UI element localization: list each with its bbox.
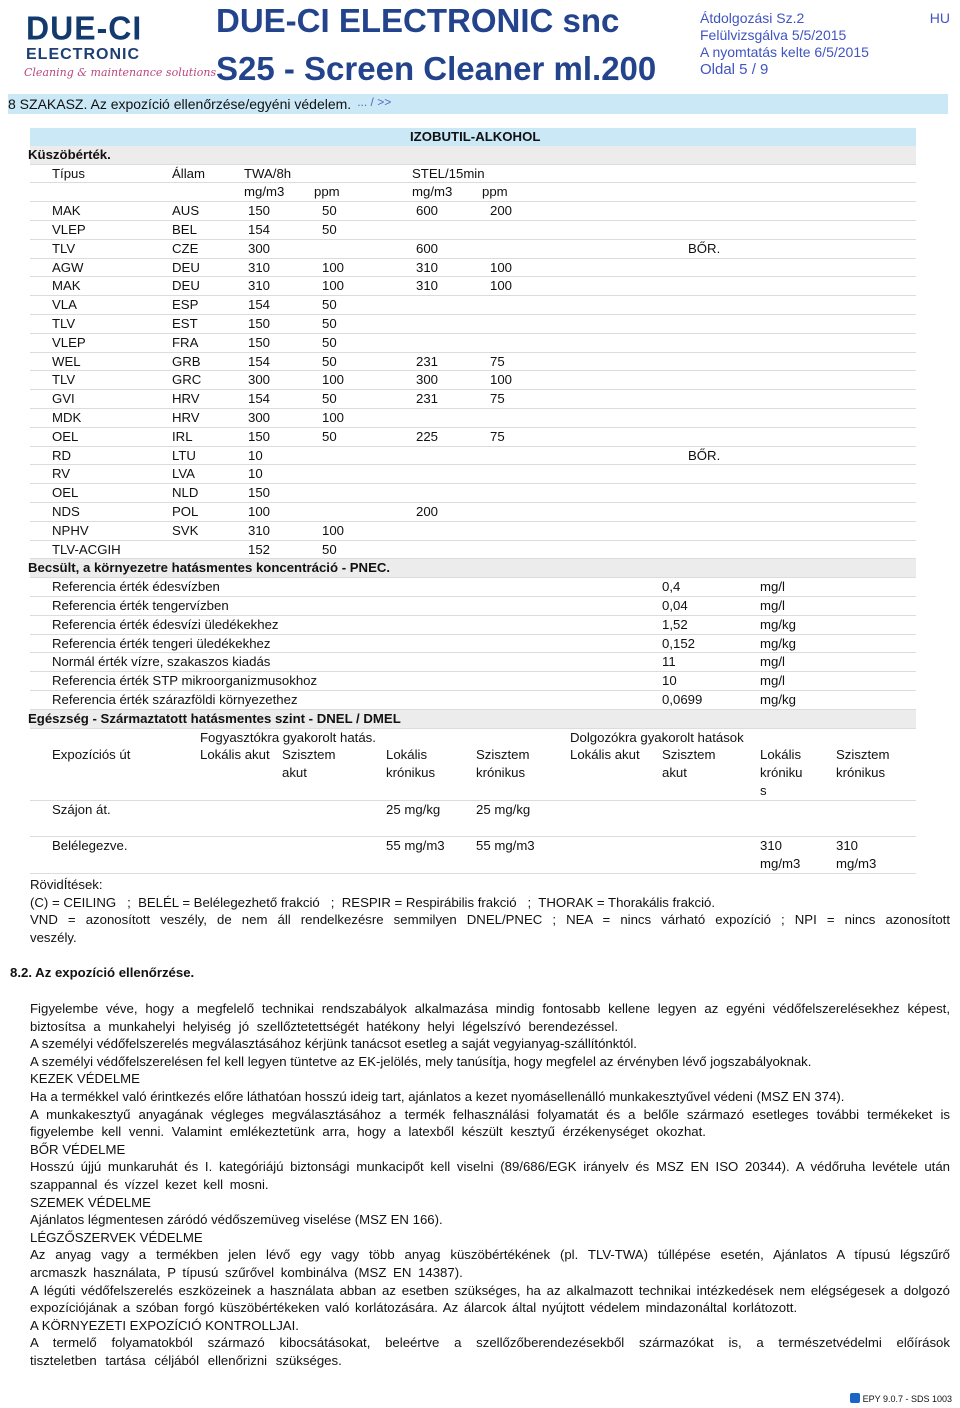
threshold-cell: 154: [248, 391, 271, 407]
dnel-cell-route: Szájon át.: [52, 801, 111, 817]
dnel-cell-c3: 25 mg/kg: [386, 801, 441, 817]
review-date: Felülvizsgálva 5/5/2015: [700, 27, 847, 43]
pnec-cell: 0,4: [662, 579, 681, 595]
threshold-cell: 200: [490, 203, 513, 219]
threshold-cell: 100: [322, 278, 345, 294]
threshold-row: [30, 259, 916, 278]
threshold-row: [30, 447, 916, 466]
threshold-cell: 50: [322, 353, 337, 369]
abbrev-line2: VND = azonosított veszély, de nem áll rendelkezésre semmilyen DNEL/PNEC ; NEA = nincs várható expozíció ; NPI = nincs azonosított veszély.: [30, 912, 950, 945]
dnel-row: [30, 801, 916, 838]
threshold-cell: 154: [248, 353, 271, 369]
logo-text: DUE-CI: [26, 9, 143, 47]
col-type: Típus: [52, 165, 85, 181]
threshold-cell: ESP: [172, 297, 199, 313]
threshold-row: [30, 409, 916, 428]
dnel-col-w2: Szisztem akut: [662, 747, 716, 781]
section-82-title: 8.2. Az expozíció ellenőrzése.: [10, 965, 195, 980]
threshold-row: [30, 503, 916, 522]
footer-text: EPY 9.0.7 - SDS 1003: [862, 1394, 952, 1404]
pnec-cell: mg/l: [760, 673, 785, 689]
threshold-cell: 50: [322, 391, 337, 407]
threshold-cell: IRL: [172, 428, 193, 444]
section-title: 8 SZAKASZ. Az expozíció ellenőrzése/egyéni védelem.: [8, 96, 352, 112]
threshold-cell: AUS: [172, 203, 200, 219]
threshold-cell: 100: [490, 372, 513, 388]
pnec-rows: [30, 578, 916, 710]
para-8: Az anyag vagy a termékben jelen lévő egy vagy több anyag küszöbértékének (pl. TLV-TWA) túllépése esetén, Ajánlatos A típusú légszűrő arcmaszk használata, P típusú szűrővel kombinálva (MSZ EN 14387).: [30, 1247, 950, 1280]
threshold-cell: 310: [248, 278, 271, 294]
threshold-row: [30, 353, 916, 372]
footer: [850, 1393, 952, 1404]
threshold-cell: 150: [248, 485, 271, 501]
threshold-row: [30, 371, 916, 390]
pnec-cell: 0,0699: [662, 691, 703, 707]
threshold-cell: 100: [322, 372, 345, 388]
dnel-cell-route: Belélegezve.: [52, 838, 128, 854]
section-82-body: [30, 1000, 950, 1369]
threshold-row: [30, 390, 916, 409]
pnec-cell: 10: [662, 673, 677, 689]
dnel-cell-c3: 55 mg/m3: [386, 838, 445, 854]
para-10: A termelő folyamatokból származó kibocsátásokat, beleértve a szellőzőberendezésekből származókat is, a természetvédelmi előírások tiszteletben tartása céljából ellenőrizni szükséges.: [30, 1335, 950, 1368]
unit-twa-mg: mg/m3: [244, 184, 285, 200]
dnel-rows: [30, 801, 916, 874]
pnec-cell: mg/kg: [760, 635, 796, 651]
threshold-cell: 310: [248, 522, 271, 538]
dnel-col-c4: Szisztem krónikus: [476, 747, 530, 781]
threshold-cell: AGW: [52, 259, 84, 275]
substance-name: IZOBUTIL-ALKOHOL: [410, 129, 541, 144]
threshold-row: [30, 465, 916, 484]
threshold-cell: 150: [248, 428, 271, 444]
pnec-cell: Referencia érték tengeri üledékekhez: [52, 635, 271, 651]
pnec-cell: mg/l: [760, 654, 785, 670]
revision-info: [700, 10, 869, 78]
abbrev-line1: (C) = CEILING ; BELÉL = Belélegezhető frakció ; RESPIR = Respirábilis frakció ; THORAK = Thorakális frakció.: [30, 894, 716, 910]
threshold-cell: DEU: [172, 259, 200, 275]
threshold-row: [30, 334, 916, 353]
threshold-cell: 154: [248, 221, 271, 237]
threshold-cell: HRV: [172, 391, 200, 407]
threshold-cell: 310: [248, 259, 271, 275]
threshold-cell: 600: [416, 240, 439, 256]
threshold-cell: 50: [322, 334, 337, 350]
threshold-cell: 100: [322, 259, 345, 275]
threshold-row: [30, 541, 916, 560]
threshold-rows: [30, 202, 916, 559]
col-state: Állam: [172, 165, 205, 181]
dnel-cell-c4: 55 mg/m3: [476, 838, 535, 854]
pnec-cell: Referencia érték szárazföldi környezethez: [52, 691, 298, 707]
threshold-cell: BŐR.: [688, 240, 721, 256]
threshold-cell: 50: [322, 541, 337, 557]
threshold-cell: TLV: [52, 372, 76, 388]
para-7: Ajánlatos légmentesen záródó védőszemüveg viselése (MSZ EN 166).: [30, 1212, 443, 1228]
exposure-table: [30, 128, 916, 874]
pnec-cell: Normál érték vízre, szakaszos kiadás: [52, 654, 271, 670]
threshold-cell: 300: [416, 372, 439, 388]
pnec-title: Becsült, a környezetre hatásmentes koncentráció - PNEC.: [28, 560, 391, 576]
threshold-cell: 75: [490, 428, 505, 444]
threshold-cell: GRB: [172, 353, 201, 369]
thresholds-header-row: [30, 165, 916, 184]
pnec-row: [30, 578, 916, 597]
para-6: Hosszú újjú munkaruhát és I. kategóriájú biztonsági munkacipőt kell viselni (89/686/EGK irányelv és MSZ EN ISO 20344). A védőruha levétele után szappannal és vízzel kezet kell mosni.: [30, 1159, 950, 1192]
threshold-cell: 231: [416, 391, 439, 407]
threshold-row: [30, 484, 916, 503]
epy-icon: [850, 1393, 860, 1403]
threshold-cell: 75: [490, 391, 505, 407]
col-stel: STEL/15min: [412, 165, 485, 181]
pnec-row: [30, 691, 916, 710]
threshold-cell: 10: [248, 466, 263, 482]
threshold-cell: NLD: [172, 485, 199, 501]
logo-subtext: ELECTRONIC: [26, 46, 140, 63]
heading-respiratory: LÉGZŐSZERVEK VÉDELME: [30, 1229, 203, 1245]
threshold-cell: NDS: [52, 503, 80, 519]
threshold-cell: TLV-ACGIH: [52, 541, 121, 557]
pnec-cell: 0,152: [662, 635, 696, 651]
threshold-cell: HRV: [172, 409, 200, 425]
pnec-cell: mg/l: [760, 597, 785, 613]
pnec-cell: mg/l: [760, 579, 785, 595]
threshold-row: [30, 202, 916, 221]
threshold-cell: VLA: [52, 297, 77, 313]
unit-twa-ppm: ppm: [314, 184, 340, 200]
pnec-cell: 11: [662, 654, 676, 670]
threshold-cell: 50: [322, 315, 337, 331]
threshold-cell: TLV: [52, 240, 76, 256]
threshold-cell: VLEP: [52, 221, 86, 237]
threshold-cell: FRA: [172, 334, 199, 350]
section-header: [8, 94, 948, 114]
dnel-row: [30, 837, 916, 874]
col-twa: TWA/8h: [244, 165, 292, 181]
threshold-cell: BEL: [172, 221, 197, 237]
print-date: A nyomtatás kelte 6/5/2015: [700, 44, 869, 60]
dnel-col-w1: Lokális akut: [570, 747, 640, 763]
threshold-row: [30, 221, 916, 240]
thresholds-units-row: [30, 183, 916, 202]
threshold-cell: 100: [490, 259, 513, 275]
threshold-cell: 100: [490, 278, 513, 294]
section-continued: ... / >>: [357, 95, 392, 109]
pnec-row: [30, 597, 916, 616]
dnel-col-route: Expozíciós út: [52, 747, 131, 763]
pnec-row: [30, 653, 916, 672]
threshold-cell: 310: [416, 278, 439, 294]
dnel-title: Egészség - Származtatott hatásmentes szint - DNEL / DMEL: [28, 710, 401, 726]
consumers-header: Fogyasztókra gyakorolt hatás.: [200, 729, 376, 745]
heading-skin: BŐR VÉDELME: [30, 1141, 126, 1157]
substance-row: [30, 128, 916, 146]
dnel-col-w4: Szisztem krónikus: [836, 747, 890, 781]
threshold-cell: 75: [490, 353, 505, 369]
dnel-header-row: [30, 746, 916, 800]
unit-stel-ppm: ppm: [482, 184, 508, 200]
page-number: Oldal 5 / 9: [700, 61, 769, 78]
pnec-cell: mg/kg: [760, 691, 796, 707]
threshold-row: [30, 296, 916, 315]
threshold-cell: BŐR.: [688, 447, 721, 463]
pnec-row: [30, 635, 916, 654]
heading-environment: A KÖRNYEZETI EXPOZÍCIÓ KONTROLLJAI.: [30, 1317, 299, 1333]
threshold-cell: 225: [416, 428, 439, 444]
threshold-cell: 310: [416, 259, 439, 275]
para-9: A légúti védőfelszerelés eszközeinek a használata abban az esetben szükséges, ha az alkalmazott technikai intézkedések nem elégségesek a dolgozó expozíciójának a szóban forgó küszöbértékeken való korlátozására. Az álarcok által nyújtott védelem mindazonáltal korlátozott.: [30, 1282, 950, 1316]
threshold-cell: LVA: [172, 466, 195, 482]
threshold-cell: DEU: [172, 278, 200, 294]
abbreviations: [30, 876, 950, 946]
threshold-cell: 150: [248, 315, 271, 331]
dnel-col-c3: Lokális krónikus: [386, 747, 436, 781]
para-5: A munkakesztyű anyagának végleges megválasztásához a termék felhasználási folyamatát és a belőle származó esetleges további termékeket is figyelembe kell venni. Valamint emlékeztetünk arra, hogy a latexből készült kesztyű érzékenységet okozhat.: [30, 1106, 950, 1140]
threshold-cell: 50: [322, 428, 337, 444]
language-code: HU: [929, 10, 950, 26]
pnec-row: [30, 672, 916, 691]
threshold-cell: WEL: [52, 353, 81, 369]
threshold-cell: 50: [322, 203, 337, 219]
pnec-cell: Referencia érték STP mikroorganizmusokhoz: [52, 673, 318, 689]
threshold-row: [30, 277, 916, 296]
threshold-cell: POL: [172, 503, 199, 519]
threshold-cell: 50: [322, 297, 337, 313]
pnec-cell: 1,52: [662, 616, 688, 632]
pnec-cell: Referencia érték tengervízben: [52, 597, 229, 613]
threshold-cell: NPHV: [52, 522, 89, 538]
threshold-row: [30, 240, 916, 259]
threshold-cell: MDK: [52, 409, 82, 425]
revision-number: Átdolgozási Sz.2: [700, 10, 805, 26]
threshold-cell: 150: [248, 334, 271, 350]
threshold-cell: 100: [322, 522, 345, 538]
pnec-cell: mg/kg: [760, 616, 796, 632]
threshold-cell: 300: [248, 372, 271, 388]
threshold-cell: TLV: [52, 315, 76, 331]
dnel-title-row: [30, 710, 916, 729]
para-2: A személyi védőfelszerelés megválasztásához kérjünk tanácsot esetleg a saját vegyianyag-szállítónktól.: [30, 1036, 637, 1052]
threshold-cell: 154: [248, 297, 271, 313]
threshold-cell: CZE: [172, 240, 199, 256]
pnec-cell: Referencia érték édesvízben: [52, 579, 220, 595]
workers-header: Dolgozókra gyakorolt hatások: [570, 729, 744, 745]
threshold-cell: RV: [52, 466, 71, 482]
threshold-cell: SVK: [172, 522, 199, 538]
dnel-col-c2: Szisztem akut: [282, 747, 336, 781]
threshold-row: [30, 315, 916, 334]
pnec-title-row: [30, 559, 916, 578]
dnel-cell-c4: 25 mg/kg: [476, 801, 531, 817]
threshold-cell: 150: [248, 203, 271, 219]
para-4: Ha a termékkel való érintkezés előre láthatóan hosszú ideig tart, ajánlatos a kezet nyomásellenálló munkakesztyűvel védeni (MSZ EN 374).: [30, 1088, 845, 1104]
pnec-row: [30, 616, 916, 635]
threshold-cell: RD: [52, 447, 72, 463]
para-3: A személyi védőfelszerelésen fel kell legyen tüntetve az EK-jelölés, mely tanúsítja, hogy megfelel az érvényben lévő jogszabályoknak.: [30, 1053, 812, 1069]
threshold-row: [30, 428, 916, 447]
logo-tagline: Cleaning & maintenance solutions: [24, 66, 217, 79]
company-logo: [22, 6, 217, 86]
threshold-cell: 300: [248, 240, 271, 256]
product-name: S25 - Screen Cleaner ml.200: [216, 50, 657, 87]
threshold-cell: 50: [322, 221, 337, 237]
threshold-cell: MAK: [52, 203, 81, 219]
heading-hands: KEZEK VÉDELME: [30, 1071, 140, 1087]
threshold-cell: GRC: [172, 372, 202, 388]
threshold-cell: 10: [248, 447, 263, 463]
pnec-cell: 0,04: [662, 597, 688, 613]
threshold-cell: 300: [248, 409, 271, 425]
threshold-cell: 152: [248, 541, 271, 557]
thresholds-title: Küszöbérték.: [28, 146, 111, 162]
threshold-cell: 100: [248, 503, 271, 519]
threshold-cell: 100: [322, 409, 345, 425]
abbrev-title: RövidÍtések:: [30, 877, 103, 892]
threshold-cell: 231: [416, 353, 439, 369]
threshold-cell: OEL: [52, 428, 79, 444]
dnel-group-row: [30, 729, 916, 747]
threshold-row: [30, 522, 916, 541]
threshold-cell: VLEP: [52, 334, 86, 350]
threshold-cell: MAK: [52, 278, 81, 294]
threshold-cell: EST: [172, 315, 198, 331]
thresholds-title-row: [30, 146, 916, 165]
dnel-cell-w4: 310 mg/m3: [836, 838, 877, 872]
threshold-cell: 600: [416, 203, 439, 219]
dnel-col-w3: Lokális krónikus: [760, 747, 803, 798]
heading-eyes: SZEMEK VÉDELME: [30, 1194, 151, 1210]
threshold-cell: 200: [416, 503, 439, 519]
dnel-col-c1: Lokális akut: [200, 747, 270, 763]
threshold-cell: GVI: [52, 391, 75, 407]
para-1: Figyelembe véve, hogy a megfelelő technikai rendszabályok alkalmazása mindig fontosabb kellene legyen az egyéni védőfelszerelésekhez képest, biztosítsa a munkahelyi helyiség jó szellőztetettségét hatékony helyi légelszívó berendezéssel.: [30, 1001, 950, 1034]
threshold-cell: LTU: [172, 447, 196, 463]
threshold-cell: OEL: [52, 485, 79, 501]
dnel-cell-w3: 310 mg/m3: [760, 838, 801, 872]
company-name: DUE-CI ELECTRONIC snc: [216, 2, 620, 39]
unit-stel-mg: mg/m3: [412, 184, 453, 200]
pnec-cell: Referencia érték édesvízi üledékekhez: [52, 616, 279, 632]
